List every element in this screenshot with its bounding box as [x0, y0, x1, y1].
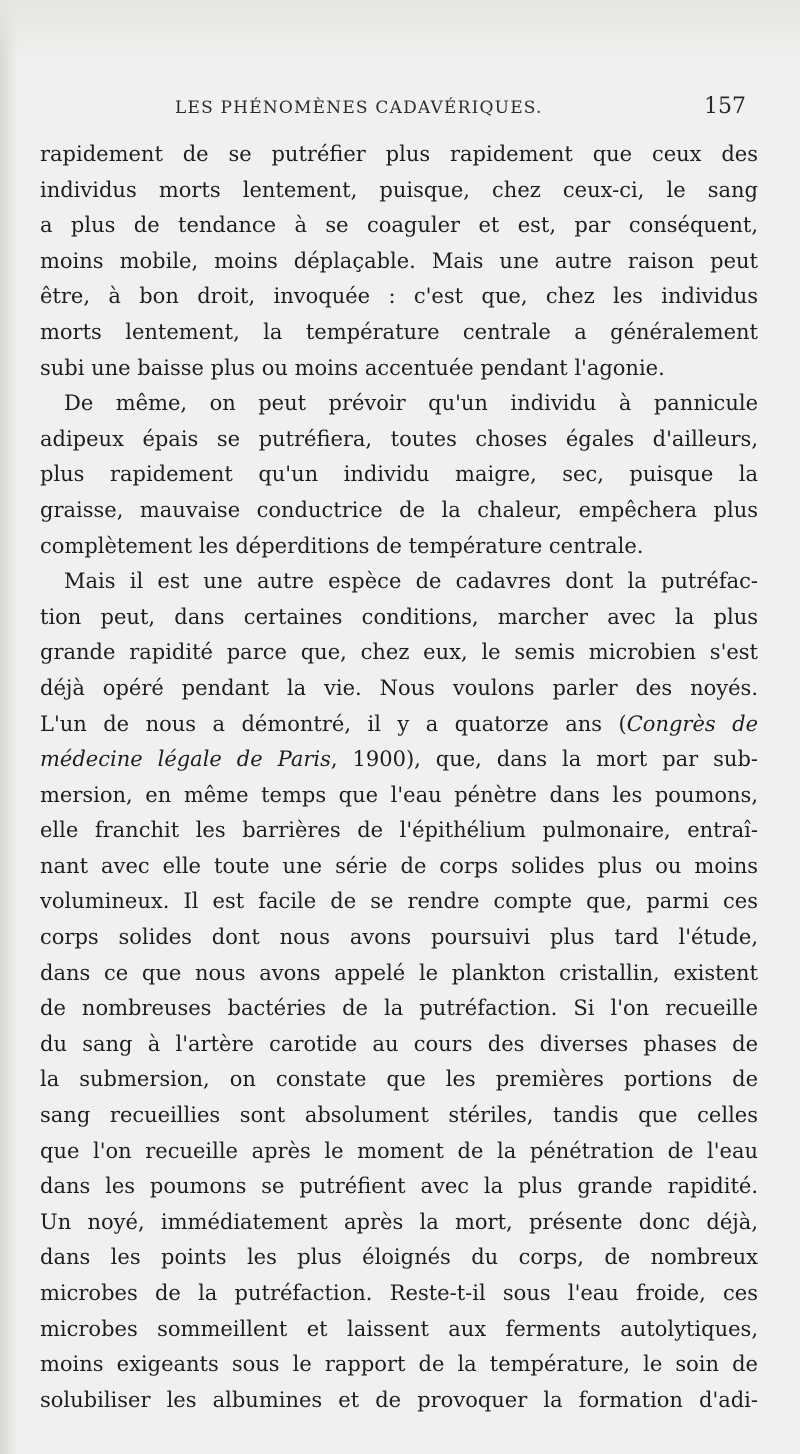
text-line: graisse, mauvaise conductrice de la chaleur, empêchera plus — [40, 497, 758, 522]
text-line: solubiliser les albumines et de provoquer la formation d'adi- — [40, 1387, 758, 1412]
text-segment: L'un de nous a démontré, il y a quatorze ans ( — [40, 711, 627, 736]
running-title: LES PHÉNOMÈNES CADAVÉRIQUES. — [175, 98, 543, 118]
citation-italic: Congrès de — [626, 711, 758, 736]
text-line: moins mobile, moins déplaçable. Mais une autre raison peut — [40, 248, 758, 273]
text-line: de nombreuses bactéries de la putréfaction. Si l'on recueille — [40, 996, 758, 1021]
text-line: que l'on recueille après le moment de la pénétration de l'eau — [40, 1138, 758, 1163]
text-line: être, à bon droit, invoquée : c'est que, chez les individus — [40, 284, 758, 309]
text-line: individus morts lentement, puisque, chez ceux-ci, le sang — [40, 177, 758, 202]
text-line: mersion, en même temps que l'eau pénètre dans les poumons, — [40, 782, 758, 807]
page-edge-shadow — [0, 0, 18, 1454]
text-line — [40, 707, 758, 743]
text-line: la submersion, on constate que les premières portions de — [40, 1067, 758, 1092]
text-line: plus rapidement qu'un individu maigre, sec, puisque la — [40, 462, 758, 487]
text-line: microbes sommeillent et laissent aux ferments autolytiques, — [40, 1316, 758, 1341]
text-line: tion peut, dans certaines conditions, marcher avec la plus — [40, 604, 758, 629]
text-line: complètement les déperditions de température centrale. — [40, 533, 644, 558]
text-line: a plus de tendance à se coaguler et est, par conséquent, — [40, 213, 758, 238]
text-line: microbes de la putréfaction. Reste-t-il sous l'eau froide, ces — [40, 1281, 758, 1305]
text-line: nant avec elle toute une série de corps solides plus ou moins — [40, 853, 758, 878]
text-line: moins exigeants sous le rapport de la température, le soin de — [40, 1352, 758, 1377]
text-line: Mais il est une autre espèce de cadavres dont la putréfac- — [64, 569, 758, 594]
body-text — [40, 137, 758, 1418]
text-line: du sang à l'artère carotide au cours des diverses phases de — [40, 1031, 758, 1056]
text-line: elle franchit les barrières de l'épithélium pulmonaire, entraî- — [40, 818, 758, 843]
text-line: adipeux épais se putréfiera, toutes choses égales d'ailleurs, — [40, 426, 758, 451]
page-top-shadow — [0, 0, 800, 60]
text-line: Un noyé, immédiatement après la mort, présente donc déjà, — [40, 1209, 758, 1234]
text-line: De même, on peut prévoir qu'un individu à pannicule — [64, 391, 758, 416]
text-line: subi une baisse plus ou moins accentuée pendant l'agonie. — [40, 355, 665, 380]
text-line: volumineux. Il est facile de se rendre compte que, parmi ces — [40, 889, 758, 914]
citation-italic: médecine légale de Paris — [40, 747, 331, 772]
text-line: rapidement de se putréfier plus rapidement que ceux des — [40, 142, 758, 166]
page-number: 157 — [704, 94, 746, 119]
text-line: morts lentement, la température centrale a généralement — [40, 319, 758, 344]
page-header — [0, 94, 800, 130]
text-line: sang recueillies sont absolument stériles, tandis que celles — [40, 1103, 758, 1128]
text-line: grande rapidité parce que, chez eux, le semis microbien s'est — [40, 640, 758, 665]
text-line: dans ce que nous avons appelé le plankton cristallin, existent — [40, 960, 758, 985]
text-line: dans les points les plus éloignés du corps, de nombreux — [40, 1245, 758, 1270]
text-line — [40, 742, 758, 778]
text-segment: , 1900), que, dans la mort par sub- — [330, 747, 758, 772]
text-line: corps solides dont nous avons poursuivi plus tard l'étude, — [40, 925, 758, 950]
text-line: dans les poumons se putréfient avec la plus grande rapidité. — [40, 1174, 758, 1199]
text-line: déjà opéré pendant la vie. Nous voulons parler des noyés. — [40, 675, 758, 700]
